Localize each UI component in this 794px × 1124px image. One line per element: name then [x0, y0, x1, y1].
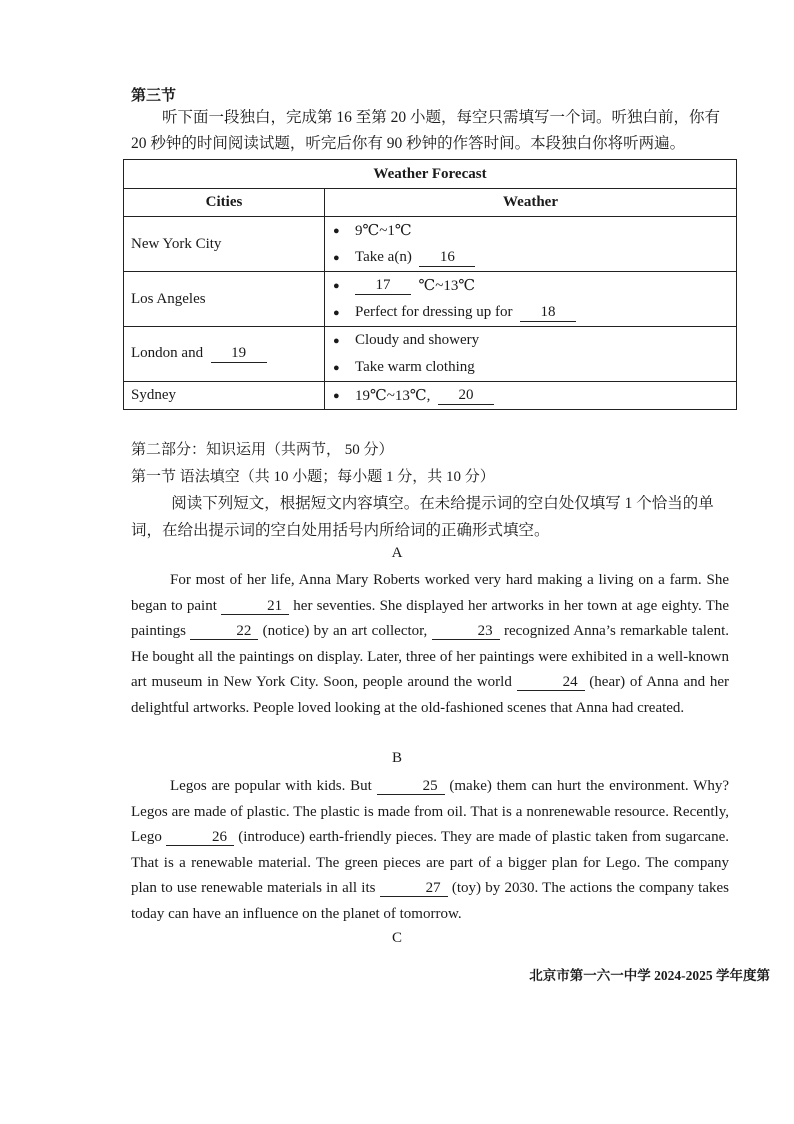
city-name: London and — [131, 345, 204, 361]
item-text: Cloudy and showery — [355, 332, 480, 348]
bullet-icon: ● — [333, 306, 340, 319]
passage-text: (toy) by 2030. The actions the company takes today can have an influence on the planet of tomorrow. — [131, 880, 729, 922]
instructions — [131, 490, 733, 544]
passage-b — [131, 774, 729, 928]
passage-text: recognized Anna’s remarkable talent. He bought all the paintings on display. Later, three of her paintings were exhibited in a well-known art museum in New York City. Soon, people around the world — [131, 623, 729, 691]
city-cell — [124, 272, 325, 327]
bullet-item — [333, 299, 729, 326]
passage-b-letter: B — [391, 750, 402, 766]
city-cell — [124, 382, 325, 410]
table-row — [124, 382, 737, 410]
part2-title: 第二部分：知识运用（共两节， 50 分） — [131, 442, 394, 458]
instruction-line-2: 词，在给出提示词的空白处用括号内所给词的正确形式填空。 — [131, 522, 550, 539]
city-name: New York City — [131, 235, 222, 252]
city-name: Los Angeles — [131, 290, 206, 307]
header-weather: Weather — [325, 189, 737, 217]
instruction-line-1: 阅读下列短文，根据短文内容填空。在未给提示词的空白处仅填写 1 个恰当的单 — [171, 495, 714, 512]
intro-line-2: 20 秒钟的时间阅读试题，听完后你有 90 秒钟的作答时间。本段独白你将听两遍。 — [131, 135, 686, 152]
bullet-icon: ● — [333, 334, 340, 347]
city-cell — [124, 217, 325, 272]
table-row — [124, 272, 737, 327]
intro-line-1: 听下面一段独白，完成第 16 至第 20 小题，每空只需填写一个词。听独白前，你有 — [162, 109, 721, 126]
bullet-icon: ● — [333, 251, 340, 264]
section3-intro — [131, 105, 741, 157]
table-row — [124, 327, 737, 382]
bullet-icon: ● — [333, 224, 340, 237]
city-name: Sydney — [131, 387, 176, 403]
answer-blank-27[interactable]: 27 — [380, 881, 448, 897]
bullet-icon: ● — [333, 389, 340, 402]
passage-text: (notice) by an art collector, — [258, 623, 432, 640]
passage-text: (make) them can hurt the environment. Why? Legos are made of plastic. The plastic is made from oil. That is a nonrenewable resource. Recently, Lego — [131, 778, 729, 846]
weather-cell — [325, 382, 737, 410]
passage-text: For most of her life, Anna Mary Roberts worked very hard making a living on a farm. She began to paint — [131, 572, 729, 614]
bullet-icon: ● — [333, 361, 340, 374]
answer-blank-25[interactable]: 25 — [377, 779, 445, 795]
answer-blank-18[interactable]: 18 — [520, 304, 576, 322]
weather-cell — [325, 327, 737, 382]
answer-blank-26[interactable]: 26 — [166, 830, 234, 846]
bullet-icon: ● — [333, 279, 340, 292]
header-cities: Cities — [124, 189, 325, 217]
bullet-item — [333, 272, 729, 299]
passage-text: (introduce) earth-friendly pieces. They are made of plastic taken from sugarcane. That is a renewable material. The green pieces are part of a bigger plan for Lego. The company plan to use renewable materials in all its — [131, 829, 729, 897]
passage-text: her seventies. She displayed her artworks in her town at age eighty. The paintings — [131, 597, 729, 640]
bullet-item — [333, 244, 729, 271]
bullet-item — [333, 354, 729, 381]
answer-blank-22[interactable]: 22 — [190, 624, 258, 640]
answer-blank-20[interactable]: 20 — [438, 387, 494, 405]
bullet-item — [333, 382, 729, 409]
passage-text: Legos are popular with kids. But — [170, 778, 377, 794]
item-text: Take warm clothing — [355, 359, 475, 375]
passage-c-letter: C — [391, 930, 402, 946]
answer-blank-23[interactable]: 23 — [432, 624, 500, 640]
passage-a — [131, 568, 729, 722]
city-cell — [124, 327, 325, 382]
answer-blank-16[interactable]: 16 — [419, 249, 475, 267]
answer-blank-21[interactable]: 21 — [221, 599, 289, 615]
item-text: Perfect for dressing up for — [355, 304, 513, 320]
answer-blank-19[interactable]: 19 — [211, 345, 267, 363]
weather-cell — [325, 217, 737, 272]
item-text: 19℃~13℃, — [355, 388, 431, 404]
answer-blank-17[interactable]: 17 — [355, 277, 411, 295]
weather-forecast-table — [123, 159, 737, 410]
answer-blank-24[interactable]: 24 — [517, 675, 585, 691]
table-title: Weather Forecast — [124, 160, 737, 189]
table-row — [124, 217, 737, 272]
bullet-item — [333, 217, 729, 244]
item-text: ℃~13℃ — [418, 278, 476, 294]
weather-cell — [325, 272, 737, 327]
bullet-item — [333, 327, 729, 354]
page-footer: 北京市第一六一中学 2024-2025 学年度第 — [529, 968, 770, 983]
passage-a-letter: A — [391, 545, 403, 561]
section3-title: 第三节 — [131, 88, 177, 104]
section1-title: 第一节 语法填空（共 10 小题；每小题 1 分，共 10 分） — [131, 469, 495, 485]
item-text: Take a(n) — [355, 249, 412, 265]
passage-text: (hear) of Anna and her delightful artworks. People loved looking at the old-fashioned scenes that Anna had created. — [131, 674, 729, 716]
item-text: 9℃~1℃ — [355, 223, 412, 239]
